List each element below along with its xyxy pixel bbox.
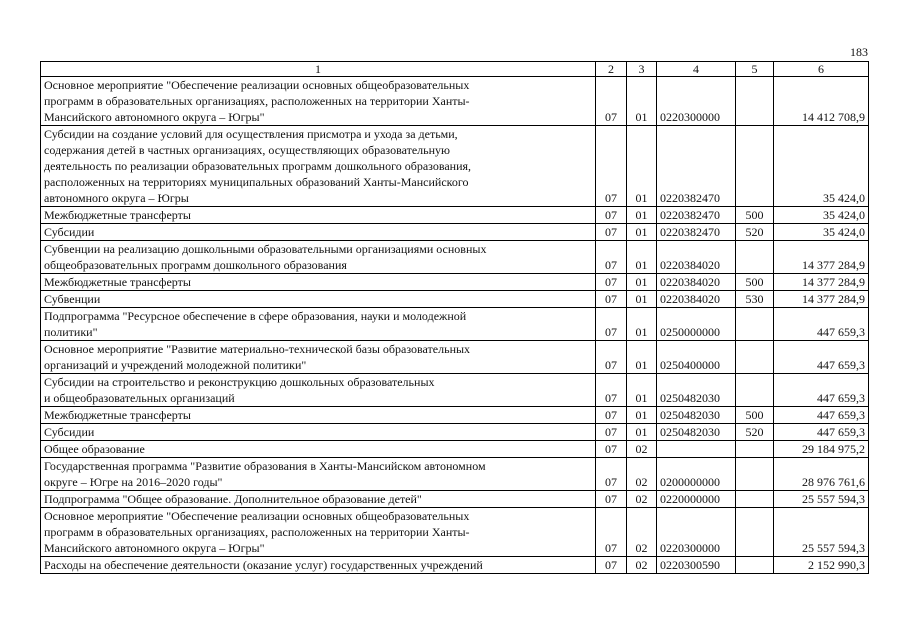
row-amount: 447 659,3 bbox=[774, 424, 869, 441]
row-target-code: 0250482030 bbox=[657, 407, 736, 424]
header-col-section: 2 bbox=[596, 62, 627, 77]
row-expense-type: 500 bbox=[736, 274, 774, 291]
row-name-line: Межбюджетные трансферты bbox=[44, 208, 191, 222]
row-name-line: округе – Югре на 2016–2020 годы" bbox=[44, 475, 223, 489]
row-subsection: 01 bbox=[627, 424, 657, 441]
row-name bbox=[41, 224, 596, 241]
row-expense-type bbox=[736, 126, 774, 207]
row-expense-type bbox=[736, 491, 774, 508]
row-expense-type bbox=[736, 374, 774, 407]
row-section: 07 bbox=[596, 508, 627, 557]
row-name-line: Государственная программа "Развитие образования в Ханты-Мансийском автономном bbox=[44, 459, 486, 473]
row-target-code bbox=[657, 441, 736, 458]
row-name-line: программ в образовательных организациях, расположенных на территории Ханты- bbox=[44, 525, 470, 539]
row-name-line: Основное мероприятие "Обеспечение реализации основных общеобразовательных bbox=[44, 509, 470, 523]
table-row bbox=[41, 441, 869, 458]
row-target-code: 0250482030 bbox=[657, 424, 736, 441]
row-name bbox=[41, 458, 596, 491]
row-amount: 14 377 284,9 bbox=[774, 291, 869, 308]
row-amount: 35 424,0 bbox=[774, 224, 869, 241]
header-col-amount: 6 bbox=[774, 62, 869, 77]
row-name-line: Общее образование bbox=[44, 442, 145, 456]
row-section: 07 bbox=[596, 424, 627, 441]
page-number: 183 bbox=[850, 45, 868, 59]
row-section: 07 bbox=[596, 291, 627, 308]
row-name-line: Субсидии на строительство и реконструкцию дошкольных образовательных bbox=[44, 375, 435, 389]
row-amount: 29 184 975,2 bbox=[774, 441, 869, 458]
row-subsection: 01 bbox=[627, 407, 657, 424]
row-subsection: 02 bbox=[627, 458, 657, 491]
row-subsection: 01 bbox=[627, 374, 657, 407]
row-section: 07 bbox=[596, 274, 627, 291]
table-row bbox=[41, 241, 869, 274]
row-target-code: 0220384020 bbox=[657, 274, 736, 291]
row-subsection: 01 bbox=[627, 126, 657, 207]
row-expense-type: 520 bbox=[736, 224, 774, 241]
row-expense-type bbox=[736, 441, 774, 458]
row-amount: 447 659,3 bbox=[774, 308, 869, 341]
row-name-line: расположенных на территориях муниципальных образований Ханты-Мансийского bbox=[44, 175, 469, 189]
row-subsection: 01 bbox=[627, 291, 657, 308]
table-row bbox=[41, 458, 869, 491]
row-target-code: 0220300000 bbox=[657, 508, 736, 557]
row-expense-type bbox=[736, 458, 774, 491]
row-name bbox=[41, 241, 596, 274]
row-amount: 2 152 990,3 bbox=[774, 557, 869, 574]
row-name-line: и общеобразовательных организаций bbox=[44, 391, 235, 405]
row-section: 07 bbox=[596, 224, 627, 241]
row-amount: 35 424,0 bbox=[774, 126, 869, 207]
row-name-line: общеобразовательных программ дошкольного образования bbox=[44, 258, 347, 272]
row-target-code: 0220382470 bbox=[657, 126, 736, 207]
row-subsection: 02 bbox=[627, 557, 657, 574]
row-name-line: Мансийского автономного округа – Югры" bbox=[44, 541, 265, 555]
row-name bbox=[41, 424, 596, 441]
row-target-code: 0220300000 bbox=[657, 77, 736, 126]
row-subsection: 02 bbox=[627, 441, 657, 458]
row-target-code: 0220382470 bbox=[657, 207, 736, 224]
row-amount: 35 424,0 bbox=[774, 207, 869, 224]
row-section: 07 bbox=[596, 126, 627, 207]
table-row bbox=[41, 557, 869, 574]
row-section: 07 bbox=[596, 557, 627, 574]
header-col-name: 1 bbox=[41, 62, 596, 77]
table-row bbox=[41, 224, 869, 241]
row-target-code: 0220300590 bbox=[657, 557, 736, 574]
table-body bbox=[41, 77, 869, 574]
row-name-line: организаций и учреждений молодежной политики" bbox=[44, 358, 307, 372]
row-name bbox=[41, 441, 596, 458]
row-name-line: Межбюджетные трансферты bbox=[44, 408, 191, 422]
table-row bbox=[41, 77, 869, 126]
row-section: 07 bbox=[596, 241, 627, 274]
row-name-line: Субвенции bbox=[44, 292, 101, 306]
row-section: 07 bbox=[596, 407, 627, 424]
row-name bbox=[41, 291, 596, 308]
row-name-line: Мансийского автономного округа – Югры" bbox=[44, 110, 265, 124]
row-subsection: 01 bbox=[627, 207, 657, 224]
row-name bbox=[41, 557, 596, 574]
row-target-code: 0200000000 bbox=[657, 458, 736, 491]
row-name-line: политики" bbox=[44, 325, 98, 339]
row-target-code: 0220384020 bbox=[657, 291, 736, 308]
row-name bbox=[41, 77, 596, 126]
table-row bbox=[41, 374, 869, 407]
row-name-line: Подпрограмма "Ресурсное обеспечение в сфере образования, науки и молодежной bbox=[44, 309, 467, 323]
row-expense-type bbox=[736, 341, 774, 374]
table-row bbox=[41, 508, 869, 557]
table-row bbox=[41, 407, 869, 424]
row-target-code: 0220384020 bbox=[657, 241, 736, 274]
row-section: 07 bbox=[596, 308, 627, 341]
row-amount: 447 659,3 bbox=[774, 374, 869, 407]
row-section: 07 bbox=[596, 491, 627, 508]
row-amount: 14 412 708,9 bbox=[774, 77, 869, 126]
row-target-code: 0250482030 bbox=[657, 374, 736, 407]
table-row bbox=[41, 291, 869, 308]
row-name-line: содержания детей в частных организациях, осуществляющих образовательную bbox=[44, 143, 451, 157]
row-name bbox=[41, 207, 596, 224]
row-name bbox=[41, 126, 596, 207]
table-row bbox=[41, 491, 869, 508]
row-amount: 447 659,3 bbox=[774, 341, 869, 374]
budget-table bbox=[40, 61, 869, 574]
row-name-line: Основное мероприятие "Развитие материально-технической базы образовательных bbox=[44, 342, 471, 356]
row-subsection: 01 bbox=[627, 224, 657, 241]
table-row bbox=[41, 126, 869, 207]
table-row bbox=[41, 274, 869, 291]
row-section: 07 bbox=[596, 374, 627, 407]
row-name bbox=[41, 374, 596, 407]
row-section: 07 bbox=[596, 441, 627, 458]
row-subsection: 01 bbox=[627, 308, 657, 341]
row-subsection: 01 bbox=[627, 241, 657, 274]
header-col-subsection: 3 bbox=[627, 62, 657, 77]
row-expense-type: 520 bbox=[736, 424, 774, 441]
row-name-line: автономного округа – Югры bbox=[44, 191, 189, 205]
row-amount: 14 377 284,9 bbox=[774, 274, 869, 291]
row-amount: 25 557 594,3 bbox=[774, 508, 869, 557]
row-target-code: 0220000000 bbox=[657, 491, 736, 508]
row-target-code: 0250000000 bbox=[657, 308, 736, 341]
table-row bbox=[41, 207, 869, 224]
row-expense-type bbox=[736, 308, 774, 341]
row-subsection: 01 bbox=[627, 77, 657, 126]
table-row bbox=[41, 308, 869, 341]
row-target-code: 0250400000 bbox=[657, 341, 736, 374]
row-name bbox=[41, 508, 596, 557]
row-amount: 28 976 761,6 bbox=[774, 458, 869, 491]
row-name-line: Субсидии bbox=[44, 225, 95, 239]
row-section: 07 bbox=[596, 458, 627, 491]
row-name-line: Основное мероприятие "Обеспечение реализации основных общеобразовательных bbox=[44, 78, 470, 92]
row-name bbox=[41, 308, 596, 341]
row-subsection: 02 bbox=[627, 491, 657, 508]
row-name-line: деятельность по реализации образовательных программ дошкольного образования, bbox=[44, 159, 472, 173]
row-name-line: Подпрограмма "Общее образование. Дополнительное образование детей" bbox=[44, 492, 422, 506]
row-section: 07 bbox=[596, 77, 627, 126]
row-expense-type: 500 bbox=[736, 207, 774, 224]
row-expense-type bbox=[736, 557, 774, 574]
row-name bbox=[41, 491, 596, 508]
row-expense-type: 500 bbox=[736, 407, 774, 424]
row-subsection: 02 bbox=[627, 508, 657, 557]
row-name bbox=[41, 407, 596, 424]
row-name-line: программ в образовательных организациях, расположенных на территории Ханты- bbox=[44, 94, 470, 108]
row-name bbox=[41, 341, 596, 374]
table-row bbox=[41, 341, 869, 374]
row-name-line: Субвенции на реализацию дошкольными образовательными организациями основных bbox=[44, 242, 487, 256]
row-subsection: 01 bbox=[627, 274, 657, 291]
header-row bbox=[41, 62, 869, 77]
row-name-line: Межбюджетные трансферты bbox=[44, 275, 191, 289]
row-expense-type bbox=[736, 508, 774, 557]
row-amount: 14 377 284,9 bbox=[774, 241, 869, 274]
row-expense-type bbox=[736, 77, 774, 126]
row-expense-type bbox=[736, 241, 774, 274]
header-col-expense-type: 5 bbox=[736, 62, 774, 77]
row-name-line: Субсидии bbox=[44, 425, 95, 439]
table-row bbox=[41, 424, 869, 441]
row-expense-type: 530 bbox=[736, 291, 774, 308]
header-col-target-code: 4 bbox=[657, 62, 736, 77]
row-amount: 447 659,3 bbox=[774, 407, 869, 424]
row-name-line: Расходы на обеспечение деятельности (оказание услуг) государственных учреждений bbox=[44, 558, 483, 572]
row-amount: 25 557 594,3 bbox=[774, 491, 869, 508]
row-target-code: 0220382470 bbox=[657, 224, 736, 241]
row-section: 07 bbox=[596, 207, 627, 224]
row-name bbox=[41, 274, 596, 291]
row-subsection: 01 bbox=[627, 341, 657, 374]
row-name-line: Субсидии на создание условий для осуществления присмотра и ухода за детьми, bbox=[44, 127, 458, 141]
row-section: 07 bbox=[596, 341, 627, 374]
